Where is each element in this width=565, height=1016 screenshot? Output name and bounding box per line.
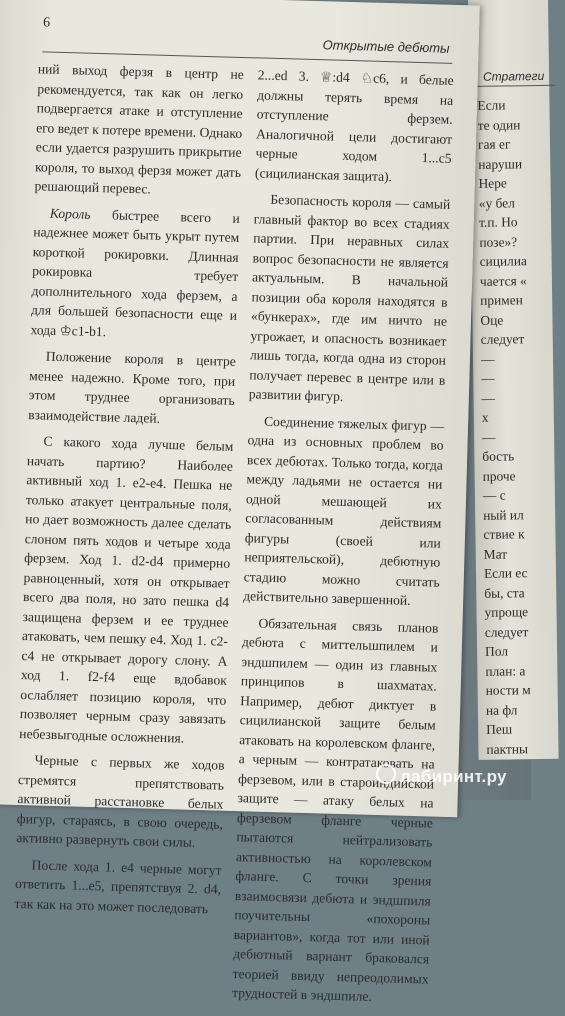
watermark-text: лабиринт.ру xyxy=(400,767,507,786)
fragment-line: гая ег xyxy=(477,136,511,152)
fragment-line: — xyxy=(481,429,496,445)
fragment-line: позе»? xyxy=(479,233,518,250)
paragraph: Обязательная связь планов дебюта с миттельшпилем и эндшпилем — один из главных принципов в шахматах. Например, дебют диктует в сицилианской защите белым атаковать на королевском фланге, а черным — контратаковать на ферзевом, или в староиндийской защите — атаку белых на ферзевом фланге черные пытаются нейтрализовать активностью на королевском фланге. С точки зрения взаимосвязи дебюта и эндшпиля поучительны «похороны вариантов», когда тот или иной дебютный вариант браковался теорией ввиду непреодолимых трудностей в эндшпиле. xyxy=(231,615,439,1004)
fragment-line: Пеш xyxy=(486,721,513,737)
labirint-logo-icon xyxy=(376,764,396,784)
next-running-head: Стратеги xyxy=(482,68,545,84)
paragraph: Соединение тяжелых фигур — одна из основных проблем во всех дебютах. Только тогда, когда между ладьями не остается ни одной мешающей их согласованным действиям фигуры (своей или неприятельской), дебютную стадию можно считать действительно завершенной. xyxy=(243,413,445,608)
paragraph xyxy=(30,203,240,345)
paragraph: Безопасность короля — самый главный фактор во всех стадиях партии. При неравных силах вопрос безопасности не является актуальным. В начальной позиции оба короля находятся в «бункерах», где им ничто не угрожает, и опасность возникает лишь тогда, когда одна из сторон получает перевес в центре или в развитии фигур. xyxy=(248,191,451,404)
fragment-line: проче xyxy=(482,467,516,484)
text-column-right xyxy=(232,65,454,1015)
running-head: Открытые дебюты xyxy=(322,37,450,56)
fragment-line: Оце xyxy=(480,312,504,328)
fragment-line: следует xyxy=(480,331,525,347)
fragment-line: — xyxy=(480,351,495,367)
fragment-line: т.п. Но xyxy=(479,214,518,230)
next-head-rule xyxy=(475,85,555,87)
paragraph: С какого хода лучше белым начать партию? Наиболее активный ход 1. e2-e4. Пешка не только атакует центральные поля, но дает возможность далее сделать слоном пять ходов и четыре хода ферзем. Ход 1. d2-d4 примерно равноценный, хотя он открывает всего два поля, но зато пешка d4 защищена ферзем и ее труднее атаковать, чем пешку e4. Ход 1. c2-c4 не открывает дорогу слону. А ход 1. f2-f4 еще вдобавок ослабляет позицию короля, что позволяет черным сразу завязать небезвыгодные осложнения. xyxy=(19,433,234,746)
fragment-line: «у бел xyxy=(478,194,515,211)
fragment-line: план: а xyxy=(485,662,526,679)
paragraph-lead: Король xyxy=(49,205,91,222)
paragraph: ний выход ферзя в центр не рекомендуется, так как он легко подвергается атаке и отступление его ведет к потере времени. Однако если удается разрушить прикрытие короля, то выход ферзя может дать решающий перевес. xyxy=(34,61,245,197)
fragment-line: те один xyxy=(477,116,521,133)
fragment-line: наруши xyxy=(478,155,523,172)
fragment-line: х xyxy=(481,409,489,425)
fragment-line: следует xyxy=(484,623,529,640)
fragment-line: — xyxy=(481,390,496,406)
fragment-line: упроще xyxy=(484,604,529,620)
paragraph: После хода 1. e4 черные могут ответить 1...e5, препятствуя 2. d4, так как на это может последовать xyxy=(14,856,222,916)
paragraph: Положение короля в центре менее надежно. Кроме того, при этом труднее организовать взаимодействие ладей. xyxy=(28,348,236,426)
fragment-line: примен xyxy=(480,292,523,308)
fragment-line: ный ил xyxy=(483,506,524,523)
text-column-left xyxy=(14,59,244,925)
fragment-line: сицилиа xyxy=(479,253,527,269)
fragment-line: — с xyxy=(482,487,506,503)
fragment-line: пактны xyxy=(486,740,529,757)
fragment-line: Если xyxy=(477,97,506,113)
fragment-line: ности м xyxy=(485,682,531,698)
paragraph: Черные с первых же ходов стремятся препятствовать активной расстановке белых фигур, стараясь, в свою очередь, активно развернуть свои силы. xyxy=(16,752,225,850)
paragraph: 2...ed 3. ♕:d4 ♘c6, и белые должны терять время на отступление ферзем. Аналогичной цели достигают черные ходом 1...c5 (сицилианская защита). xyxy=(254,67,454,184)
fragment-line: Мат xyxy=(483,546,508,562)
fragment-line: Если ес xyxy=(483,565,528,581)
fragment-line: — xyxy=(481,370,495,386)
fragment-line: бы, ста xyxy=(484,584,525,601)
watermark xyxy=(376,764,507,787)
page-number: 6 xyxy=(42,15,51,31)
fragment-line: бость xyxy=(482,448,515,464)
fragment-line: Пол xyxy=(484,643,509,659)
next-page-fragments xyxy=(477,95,533,759)
fragment-line: на фл xyxy=(485,701,518,718)
fragment-line: ствие к xyxy=(483,526,525,542)
paragraph-text: быстрее всего и надежнее может быть укрыт путем короткой рокировки. Длинная рокировка требует дополнительного хода ферзем, а для большей безопасности еще и хода ♔c1-b1. xyxy=(30,206,240,339)
fragment-line: чается « xyxy=(479,272,527,289)
fragment-line: Нере xyxy=(478,175,507,191)
right-page-edge xyxy=(468,0,559,760)
